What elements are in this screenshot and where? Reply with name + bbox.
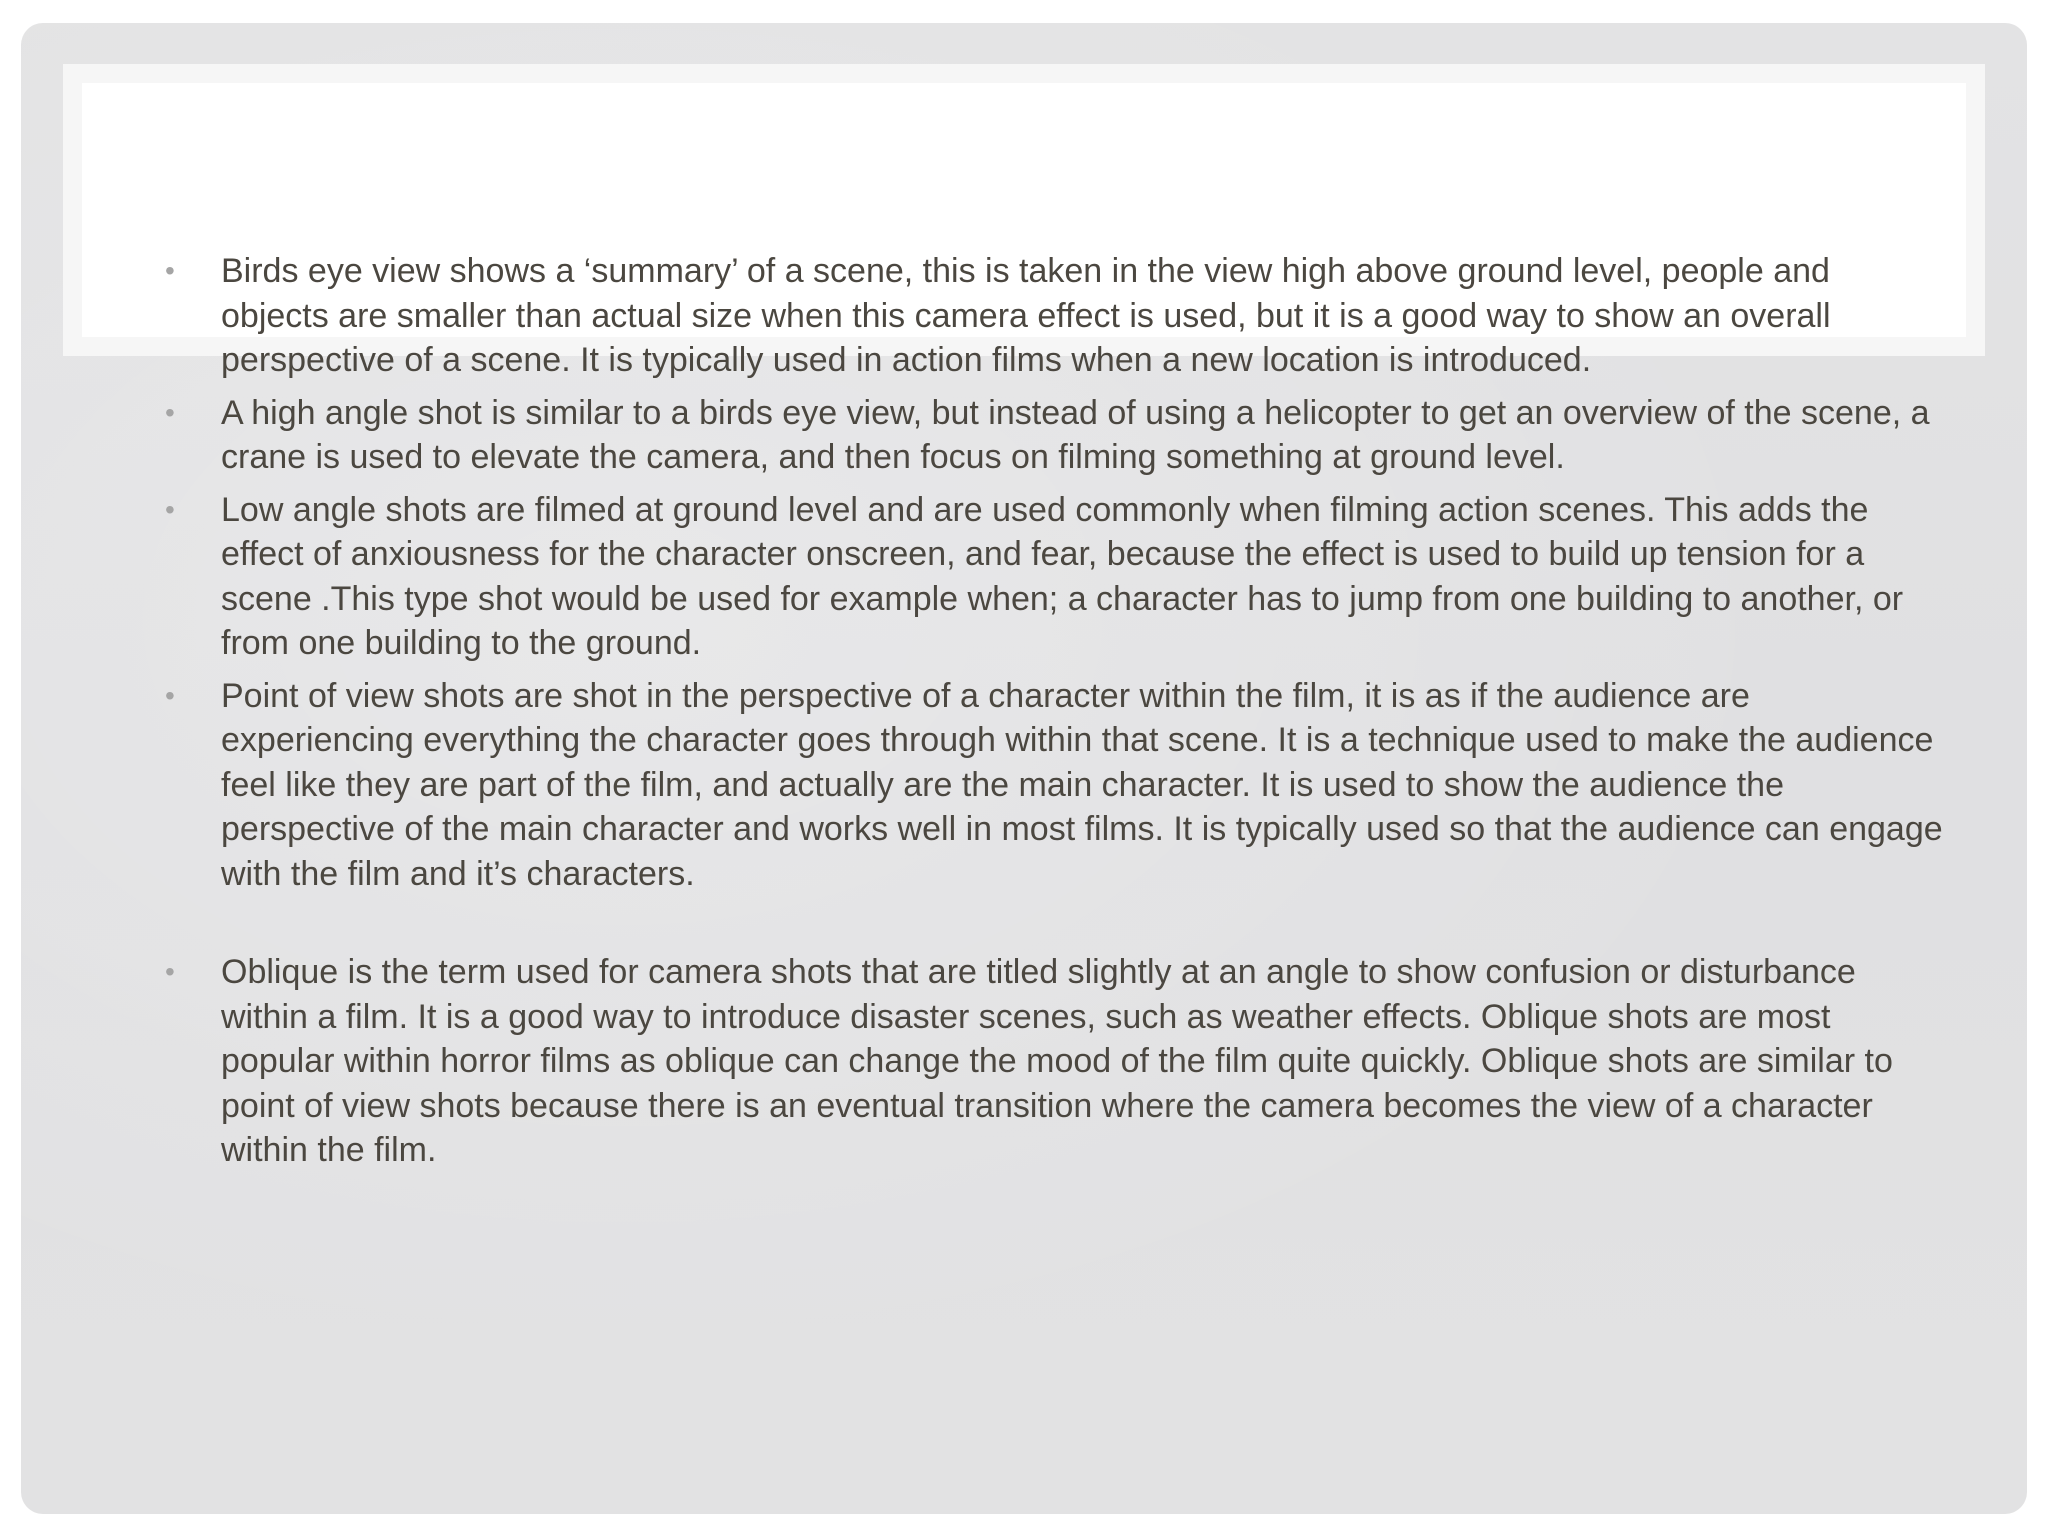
bullet-item-point-of-view: [143, 674, 1943, 897]
bullet-text: Low angle shots are filmed at ground level and are used commonly when filming action scenes. This adds the effect of anxiousness for the character onscreen, and fear, because the effect is used to build up tension for a scene .This type shot would be used for example when; a character has to jump from one building to another, or from one building to the ground.: [221, 490, 1904, 662]
bullet-icon: •: [165, 493, 175, 525]
bullet-list: [143, 249, 1943, 1181]
bullet-icon: •: [165, 679, 175, 711]
bullet-item-birds-eye: [143, 249, 1943, 383]
bullet-icon: •: [165, 255, 175, 286]
bullet-icon: •: [165, 956, 175, 987]
bullet-text: Birds eye view shows a ‘summary’ of a scene, this is taken in the view high above ground level, people and objects are smaller than actual size when this camera effect is used, but it is a good way to show an overall perspective of a scene. It is typically used in action films when a new location is introduced.: [221, 252, 1831, 379]
bullet-text: A high angle shot is similar to a birds eye view, but instead of using a helicopter to get an overview of the scene, a crane is used to elevate the camera, and then focus on filming something at ground level.: [221, 393, 1930, 476]
bullet-text: Oblique is the term used for camera shots that are titled slightly at an angle to show confusion or disturbance within a film. It is a good way to introduce disaster scenes, such as weather effects. Oblique shots are most popular within horror films as oblique can change the mood of the film quite quickly. Oblique shots are similar to point of view shots because there is an eventual transition where the camera becomes the view of a character within the film.: [221, 953, 1893, 1169]
bullet-text: Point of view shots are shot in the perspective of a character within the film, it is as if the audience are experiencing everything the character goes through within that scene. It is a technique used to make the audience feel like they are part of the film, and actually are the main character. It is used to show the audience the perspective of the main character and works well in most films. It is typically used so that the audience can engage with the film and it’s characters.: [221, 676, 1943, 893]
bullet-item-high-angle: [143, 391, 1943, 480]
bullet-icon: •: [165, 396, 175, 428]
bullet-item-low-angle: [143, 488, 1943, 666]
slide: [21, 23, 2027, 1514]
bullet-item-oblique: [143, 950, 1943, 1173]
